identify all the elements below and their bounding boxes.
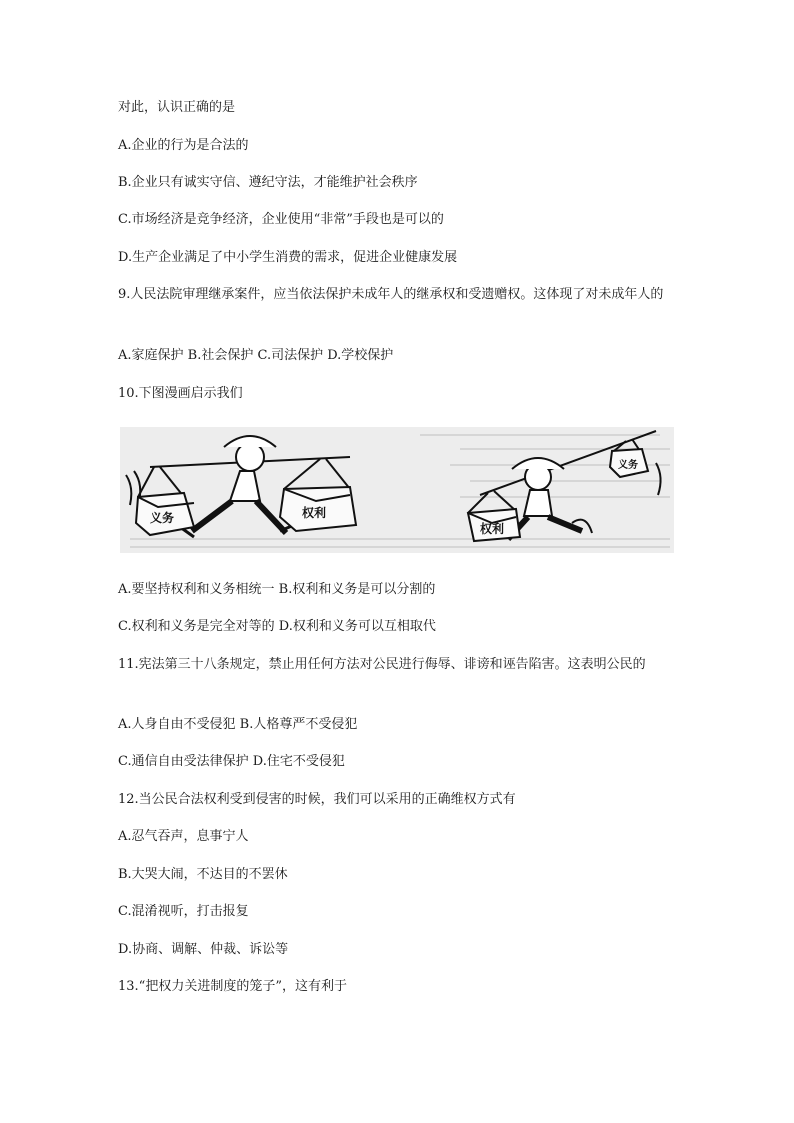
right-duty-label: 义务 xyxy=(618,460,638,471)
q11-options-1: A.人身自由不受侵犯 B.人格尊严不受侵犯 xyxy=(118,717,358,732)
q8-stem-tail: 对此，认识正确的是 xyxy=(118,100,236,115)
q11-options-2: C.通信自由受法律保护 D.住宅不受侵犯 xyxy=(118,754,345,769)
q12-option-c: C.混淆视听，打击报复 xyxy=(118,904,249,919)
q8-option-c: C.市场经济是竞争经济，企业使用“非常”手段也是可以的 xyxy=(118,212,444,227)
left-duty-label: 义务 xyxy=(150,511,175,525)
q8-option-a: A.企业的行为是合法的 xyxy=(118,138,249,153)
q10-options-2: C.权利和义务是完全对等的 D.权利和义务可以互相取代 xyxy=(118,619,436,634)
q13-stem: 13.“把权力关进制度的笼子”，这有利于 xyxy=(118,979,347,994)
q10-options-1: A.要坚持权利和义务相统一 B.权利和义务是可以分割的 xyxy=(118,582,436,597)
q12-stem: 12.当公民合法权利受到侵害的时候，我们可以采用的正确维权方式有 xyxy=(118,792,516,807)
right-right-label: 权利 xyxy=(480,522,505,536)
q12-option-b: B.大哭大闹，不达目的不罢休 xyxy=(118,867,288,882)
q8-option-d: D.生产企业满足了中小学生消费的需求，促进企业健康发展 xyxy=(118,250,458,265)
q9-stem: 9.人民法院审理继承案件，应当依法保护未成年人的继承权和受遗赠权。这体现了对未成年人的 xyxy=(118,287,664,302)
q12-option-a: A.忍气吞声，息事宁人 xyxy=(118,829,249,844)
rights-duties-cartoon xyxy=(120,427,674,553)
q8-option-b: B.企业只有诚实守信、遵纪守法，才能维护社会秩序 xyxy=(118,175,418,190)
q11-stem: 11.宪法第三十八条规定，禁止用任何方法对公民进行侮辱、诽谤和诬告陷害。这表明公民的 xyxy=(118,657,646,672)
q12-option-d: D.协商、调解、仲裁、诉讼等 xyxy=(118,942,289,957)
q9-options: A.家庭保护 B.社会保护 C.司法保护 D.学校保护 xyxy=(118,348,394,363)
left-right-label: 权利 xyxy=(302,506,327,520)
q10-stem: 10.下图漫画启示我们 xyxy=(118,386,243,401)
